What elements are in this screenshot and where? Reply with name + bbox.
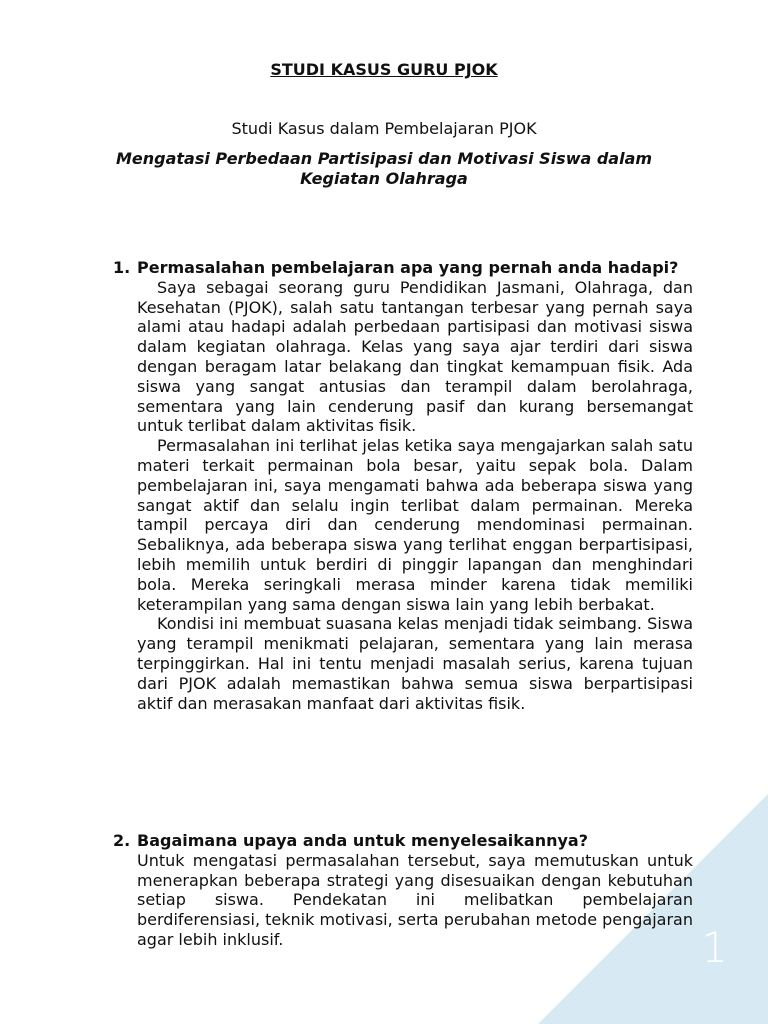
section-question: Bagaimana upaya anda untuk menyelesaikannya? bbox=[137, 831, 588, 850]
section-question: Permasalahan pembelajaran apa yang pernah anda hadapi? bbox=[137, 258, 679, 277]
document-heading: Mengatasi Perbedaan Partisipasi dan Motivasi Siswa dalam Kegiatan Olahraga bbox=[115, 149, 653, 188]
paragraph: Permasalahan ini terlihat jelas ketika saya mengajarkan salah satu materi terkait permainan bola besar, yaitu sepak bola. Dalam pembelajaran ini, saya mengamati bahwa ada beberapa siswa yang sangat aktif dan selalu ingin terlibat dalam permainan. Mereka tampil percaya diri dan cenderung mendominasi permainan. Sebaliknya, ada beberapa siswa yang terlihat enggan berpartisipasi, lebih memilih untuk berdiri di pinggir lapangan dan menghindari bola. Mereka seringkali merasa minder karena tidak memiliki keterampilan yang sama dengan siswa lain yang lebih berbakat. bbox=[137, 436, 693, 614]
page-number: 1 bbox=[701, 923, 728, 972]
section-1 bbox=[113, 258, 693, 713]
paragraph: Saya sebagai seorang guru Pendidikan Jasmani, Olahraga, dan Kesehatan (PJOK), salah satu tantangan terbesar yang pernah saya alami atau hadapi adalah perbedaan partisipasi dan motivasi siswa dalam kegiatan olahraga. Kelas yang saya ajar terdiri dari siswa dengan beragam latar belakang dan tingkat kemampuan fisik. Ada siswa yang sangat antusias dan terampil dalam berolahraga, sementara yang lain cenderung pasif dan kurang bersemangat untuk terlibat dalam aktivitas fisik. bbox=[137, 277, 693, 436]
document-title: STUDI KASUS GURU PJOK bbox=[270, 60, 498, 79]
section-number: 1. bbox=[113, 258, 131, 277]
paragraph: Untuk mengatasi permasalahan tersebut, saya memutuskan untuk menerapkan beberapa strategi yang disesuaikan dengan kebutuhan setiap siswa. Pendekatan ini melibatkan pembelajaran berdiferensiasi, teknik motivasi, serta perubahan metode pengajaran agar lebih inklusif. bbox=[137, 850, 693, 949]
document-subtitle: Studi Kasus dalam Pembelajaran PJOK bbox=[231, 119, 537, 138]
paragraph: Kondisi ini membuat suasana kelas menjadi tidak seimbang. Siswa yang terampil menikmati pelajaran, sementara yang lain merasa terpinggirkan. Hal ini tentu menjadi masalah serius, karena tujuan dari PJOK adalah memastikan bahwa semua siswa berpartisipasi aktif dan merasakan manfaat dari aktivitas fisik. bbox=[137, 614, 693, 713]
section-2 bbox=[113, 831, 693, 950]
section-number: 2. bbox=[113, 831, 131, 850]
